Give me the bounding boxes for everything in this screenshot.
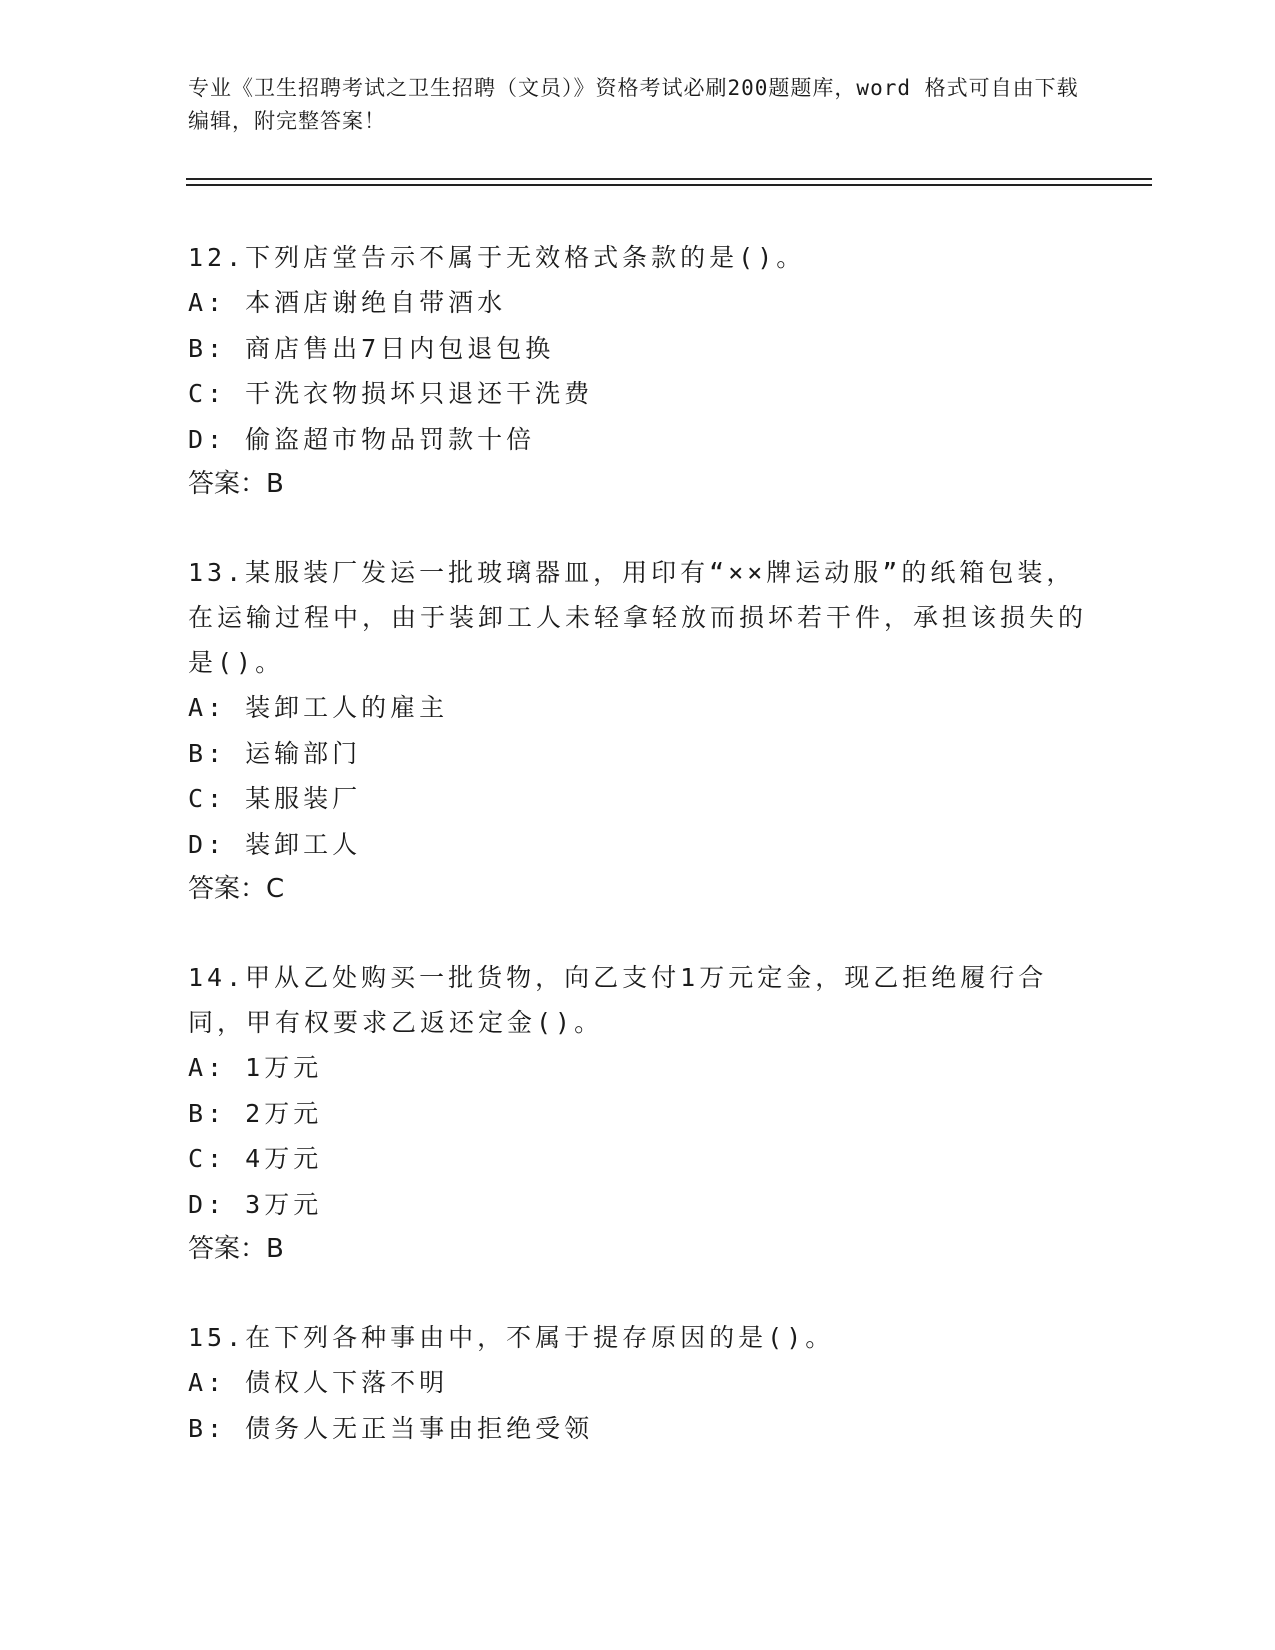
option-a: A: 装卸工人的雇主 (188, 693, 449, 722)
question-list (188, 235, 1088, 1451)
answer: 答案：B (188, 469, 284, 499)
option-b: B: 商店售出7日内包退包换 (188, 333, 555, 363)
answer: 答案：B (188, 1234, 284, 1264)
option-c: C: 干洗衣物损坏只退还干洗费 (188, 379, 594, 408)
option-a: A: 1万元 (188, 1053, 323, 1082)
option-a: A: 债权人下落不明 (188, 1368, 449, 1397)
option-c: C: 某服装厂 (188, 784, 362, 813)
header-divider-top (186, 178, 1152, 180)
option-d: D: 偷盗超市物品罚款十倍 (188, 424, 536, 454)
option-d: D: 装卸工人 (188, 829, 362, 859)
document-header: 专业《卫生招聘考试之卫生招聘（文员）》资格考试必刷200题题库，word 格式可自由下载编辑，附完整答案！ (188, 76, 1079, 133)
option-d: D: 3万元 (188, 1189, 323, 1219)
question-15 (188, 1315, 1088, 1451)
question-12 (188, 235, 1088, 507)
option-c: C: 4万元 (188, 1144, 323, 1173)
option-b: B: 运输部门 (188, 738, 362, 768)
question-13 (188, 550, 1088, 912)
question-stem: 12.下列店堂告示不属于无效格式条款的是()。 (188, 243, 806, 272)
question-stem: 15.在下列各种事由中，不属于提存原因的是()。 (188, 1323, 835, 1352)
option-a: A: 本酒店谢绝自带酒水 (188, 288, 507, 317)
header-divider-bottom (186, 184, 1152, 186)
question-stem: 13.某服装厂发运一批玻璃器皿，用印有“××牌运动服”的纸箱包装，在运输过程中，由于装卸工人未轻拿轻放而损坏若干件，承担该损失的是()。 (188, 558, 1088, 677)
option-b: B: 2万元 (188, 1098, 323, 1128)
answer: 答案：C (188, 874, 285, 904)
option-b: B: 债务人无正当事由拒绝受领 (188, 1413, 594, 1443)
question-stem: 14.甲从乙处购买一批货物，向乙支付1万元定金，现乙拒绝履行合同，甲有权要求乙返还定金()。 (188, 963, 1048, 1037)
question-14 (188, 955, 1088, 1272)
